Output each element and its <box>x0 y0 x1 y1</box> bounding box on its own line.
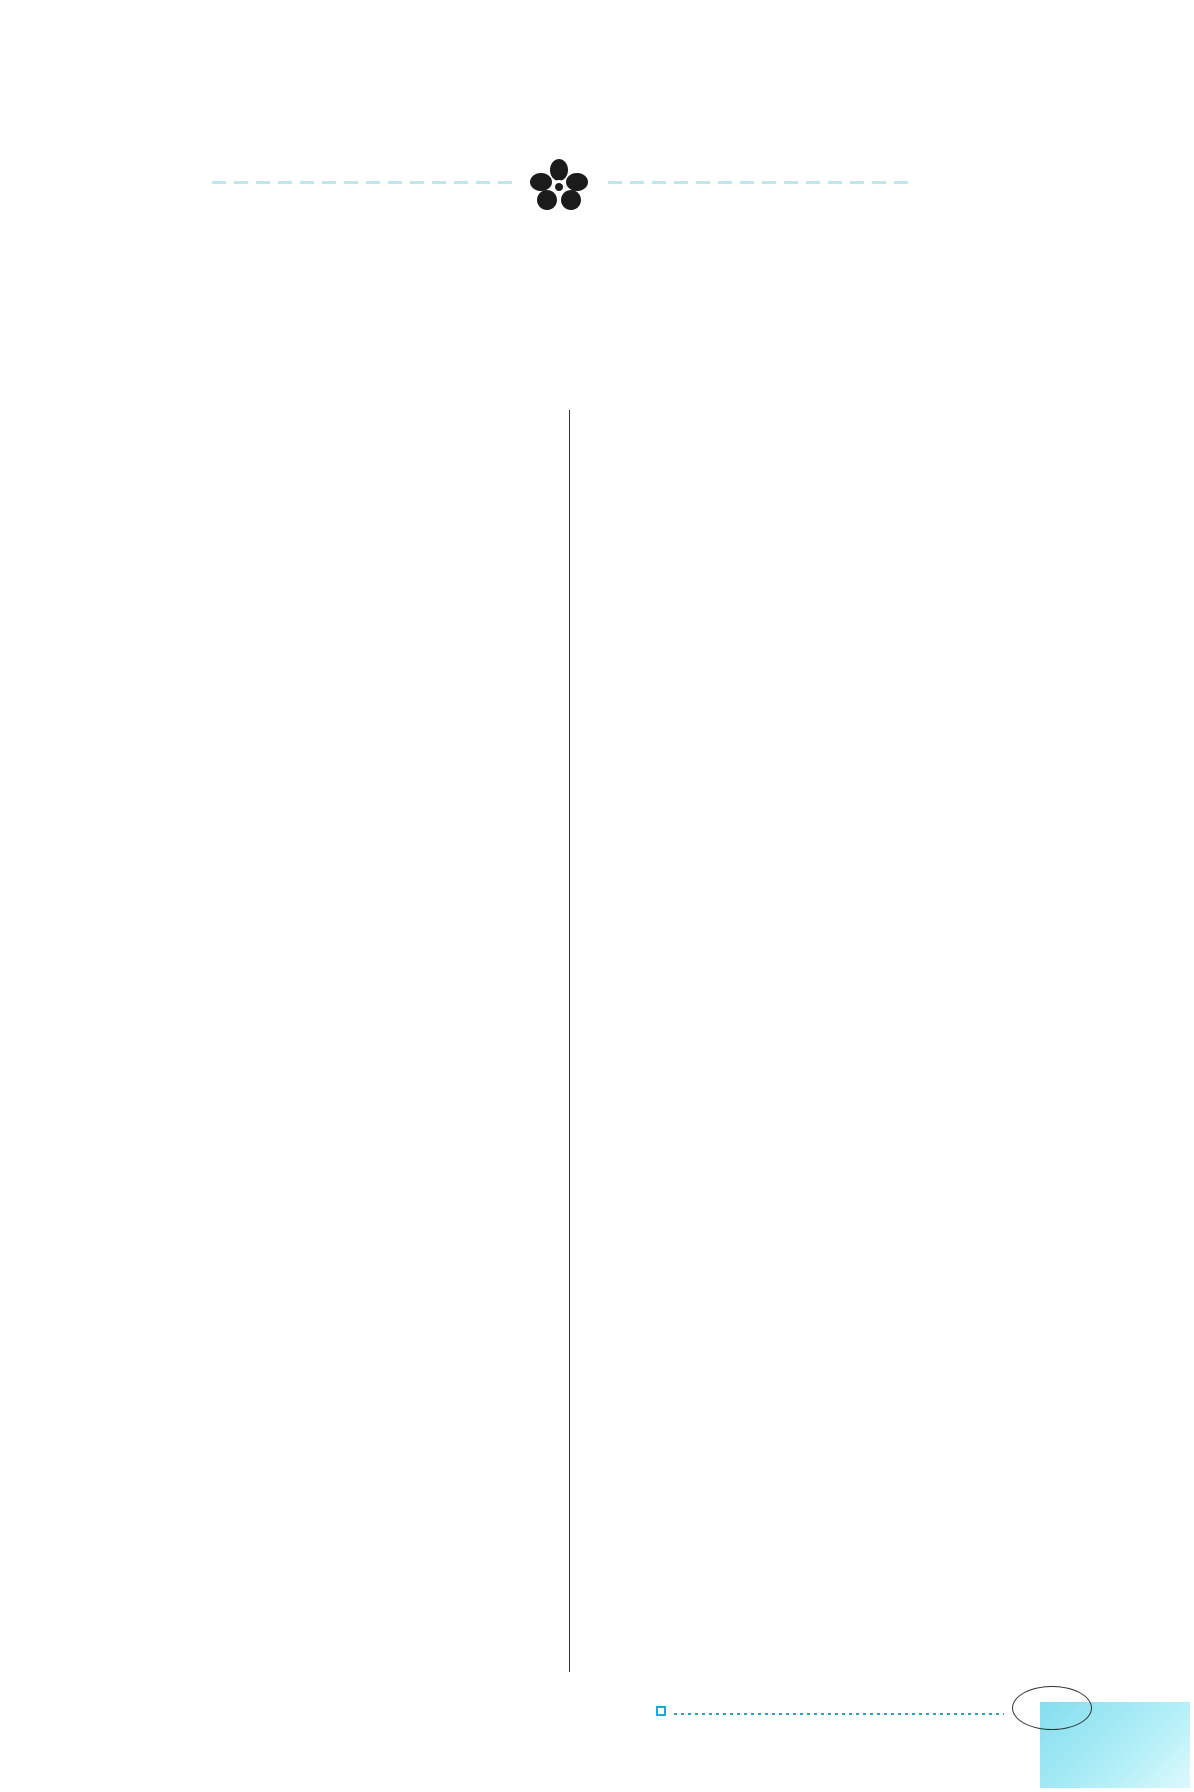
column-divider <box>569 410 570 1672</box>
footer-square-icon <box>656 1706 666 1716</box>
footer-dotted-line <box>674 1713 1004 1715</box>
flower-ornament-icon <box>527 158 591 214</box>
top-rule-right <box>608 181 908 184</box>
top-rule-left <box>212 181 512 184</box>
page-number <box>1012 1686 1092 1730</box>
